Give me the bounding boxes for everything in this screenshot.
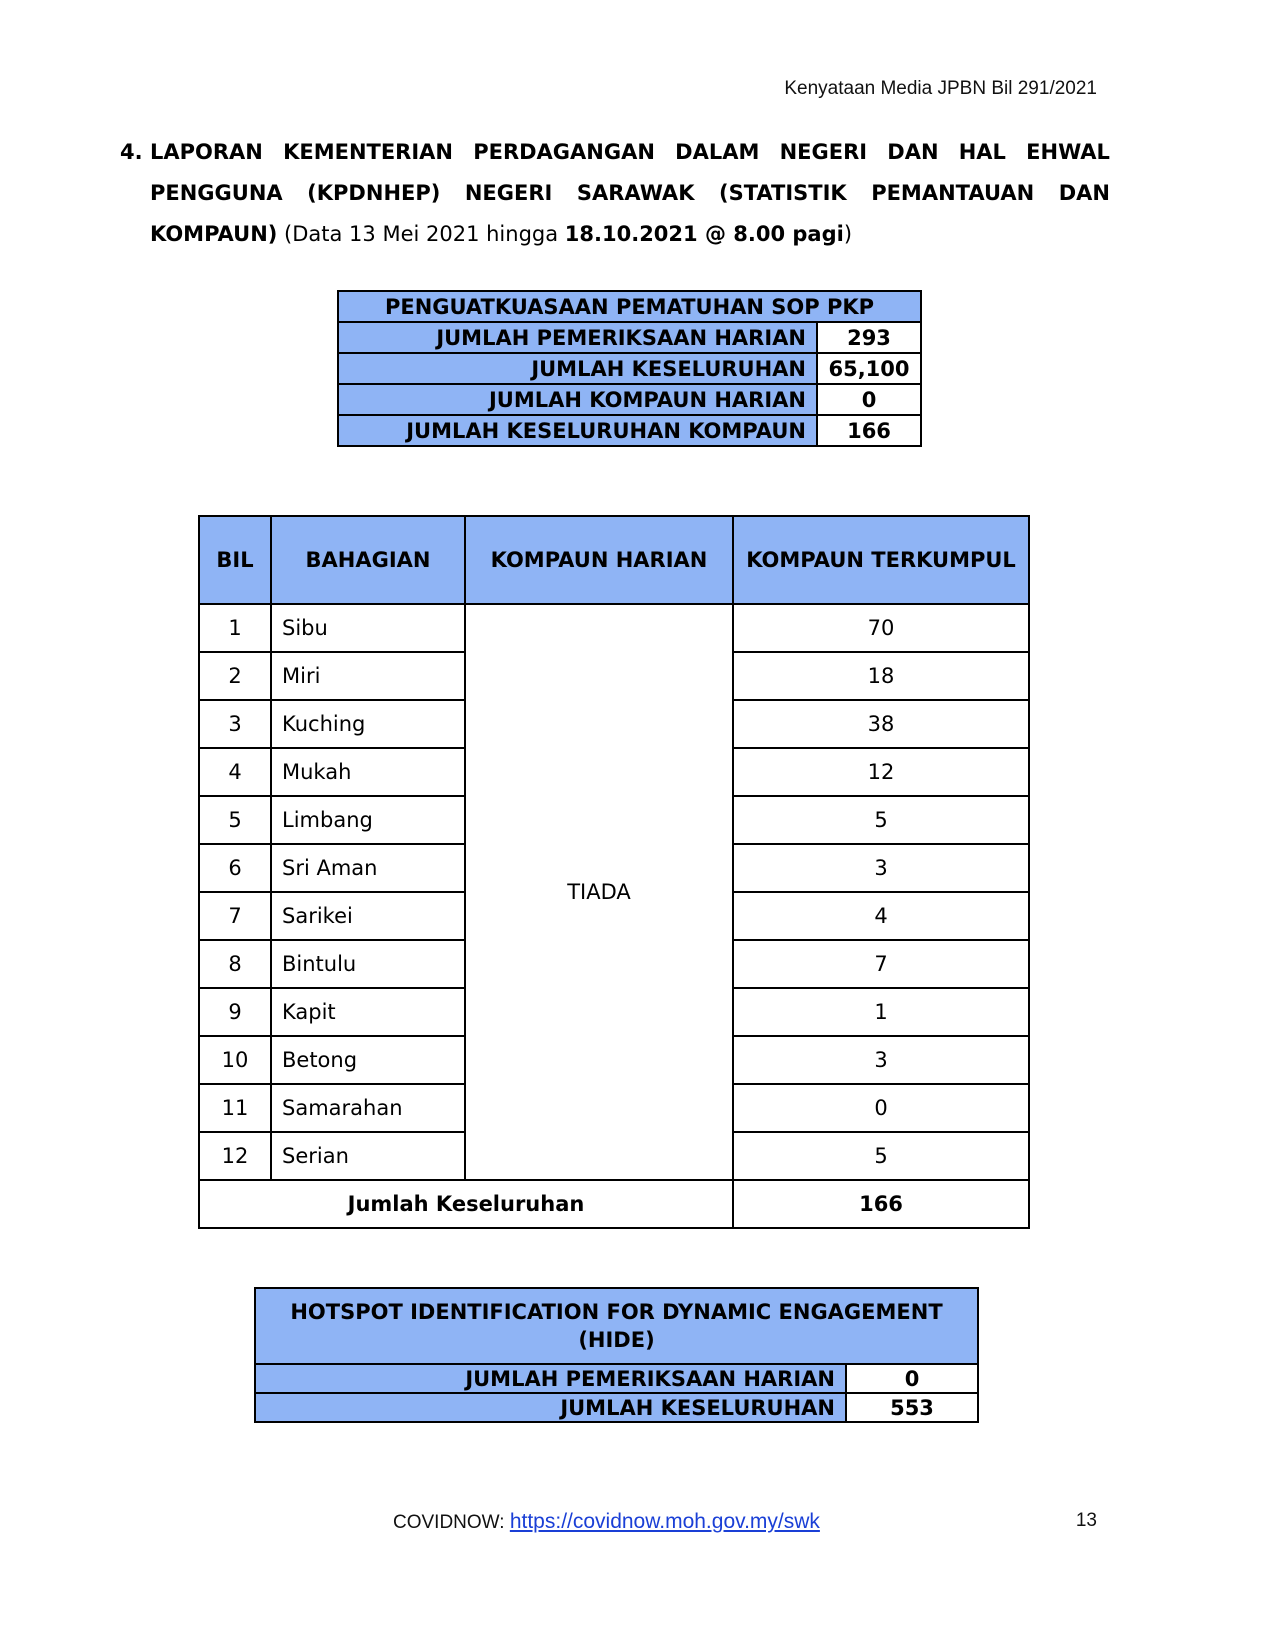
cell-bil: 6	[199, 844, 271, 892]
summary-row	[338, 415, 921, 446]
cell-terkumpul: 5	[733, 796, 1029, 844]
heading-word: LAPORAN	[150, 140, 263, 164]
heading-word: DAN	[887, 140, 939, 164]
cell-kompaun-harian-merged: TIADA	[465, 604, 733, 1180]
total-label: Jumlah Keseluruhan	[199, 1180, 733, 1228]
cell-bahagian: Serian	[271, 1132, 465, 1180]
summary-label: JUMLAH PEMERIKSAAN HARIAN	[338, 322, 817, 353]
cell-bahagian: Samarahan	[271, 1084, 465, 1132]
summary-row	[338, 322, 921, 353]
heading-word: EHWAL	[1026, 140, 1110, 164]
heading-line-3	[120, 214, 1110, 255]
heading-word: PEMANTAUAN	[871, 181, 1035, 205]
cell-bahagian: Sibu	[271, 604, 465, 652]
heading-word: SARAWAK	[576, 181, 695, 205]
total-value: 166	[733, 1180, 1029, 1228]
heading-word: PENGGUNA	[150, 181, 283, 205]
cell-terkumpul: 0	[733, 1084, 1029, 1132]
heading-word: (STATISTIK	[718, 181, 847, 205]
heading-word: DALAM	[675, 140, 760, 164]
cell-terkumpul: 18	[733, 652, 1029, 700]
summary-value: 65,100	[817, 353, 921, 384]
summary-value: 0	[817, 384, 921, 415]
cell-terkumpul: 38	[733, 700, 1029, 748]
covidnow-link[interactable]: https://covidnow.moh.gov.my/swk	[509, 1510, 820, 1533]
heading-bold: KOMPAUN)	[150, 222, 278, 246]
cell-terkumpul: 12	[733, 748, 1029, 796]
page-number: 13	[1075, 1510, 1097, 1531]
heading-word: NEGERI	[779, 140, 868, 164]
cell-bil: 2	[199, 652, 271, 700]
cell-bil: 12	[199, 1132, 271, 1180]
cell-terkumpul: 70	[733, 604, 1029, 652]
cell-bahagian: Limbang	[271, 796, 465, 844]
cell-bahagian: Kapit	[271, 988, 465, 1036]
footer-prefix: COVIDNOW:	[393, 1512, 510, 1533]
summary-row	[338, 353, 921, 384]
cell-bil: 10	[199, 1036, 271, 1084]
heading-word: DAN	[1058, 181, 1110, 205]
column-header-bahagian: BAHAGIAN	[271, 516, 465, 604]
heading-word: (KPDNHEP)	[307, 181, 441, 205]
summary-label: JUMLAH KESELURUHAN	[338, 353, 817, 384]
table-row	[199, 604, 1029, 652]
heading-word: KEMENTERIAN	[283, 140, 453, 164]
cell-bil: 7	[199, 892, 271, 940]
cell-bahagian: Sri Aman	[271, 844, 465, 892]
heading-line-1	[120, 132, 1110, 173]
summary-label: JUMLAH KOMPAUN HARIAN	[338, 384, 817, 415]
sop-enforcement-summary-table	[337, 290, 922, 447]
document-reference: Kenyataan Media JPBN Bil 291/2021	[784, 78, 1097, 99]
hide-title: HOTSPOT IDENTIFICATION FOR DYNAMIC ENGAGEMENT (HIDE)	[255, 1288, 978, 1364]
summary-row	[338, 384, 921, 415]
column-header-kompaun-terkumpul: KOMPAUN TERKUMPUL	[733, 516, 1029, 604]
summary-value: 553	[846, 1393, 978, 1422]
summary-value: 166	[817, 415, 921, 446]
cell-bil: 5	[199, 796, 271, 844]
cell-bil: 9	[199, 988, 271, 1036]
cell-bahagian: Kuching	[271, 700, 465, 748]
heading-word: NEGERI	[464, 181, 553, 205]
cell-bil: 11	[199, 1084, 271, 1132]
footer	[393, 1510, 820, 1534]
summary-value: 293	[817, 322, 921, 353]
summary-row	[255, 1364, 978, 1393]
cell-terkumpul: 3	[733, 1036, 1029, 1084]
cell-bahagian: Betong	[271, 1036, 465, 1084]
column-header-kompaun-harian: KOMPAUN HARIAN	[465, 516, 733, 604]
cell-bahagian: Mukah	[271, 748, 465, 796]
cell-terkumpul: 3	[733, 844, 1029, 892]
summary-label: JUMLAH KESELURUHAN KOMPAUN	[338, 415, 817, 446]
cell-terkumpul: 5	[733, 1132, 1029, 1180]
cell-bil: 1	[199, 604, 271, 652]
section-number: 4.	[120, 140, 143, 164]
cell-bahagian: Bintulu	[271, 940, 465, 988]
hide-summary-table	[254, 1287, 979, 1423]
compound-by-division-table	[198, 515, 1030, 1229]
cell-bahagian: Sarikei	[271, 892, 465, 940]
table-total-row	[199, 1180, 1029, 1228]
heading-close-paren: )	[843, 222, 853, 246]
heading-line-2	[120, 173, 1110, 214]
heading-date-range: (Data 13 Mei 2021 hingga	[277, 222, 565, 246]
cell-terkumpul: 4	[733, 892, 1029, 940]
heading-cutoff: 18.10.2021 @ 8.00 pagi	[564, 222, 844, 246]
cell-bahagian: Miri	[271, 652, 465, 700]
summary-row	[255, 1393, 978, 1422]
cell-bil: 3	[199, 700, 271, 748]
cell-terkumpul: 1	[733, 988, 1029, 1036]
section-heading	[120, 132, 1110, 255]
summary-title: PENGUATKUASAAN PEMATUHAN SOP PKP	[338, 291, 921, 322]
heading-word: HAL	[958, 140, 1006, 164]
heading-word: PERDAGANGAN	[473, 140, 655, 164]
column-header-bil: BIL	[199, 516, 271, 604]
cell-bil: 4	[199, 748, 271, 796]
summary-value: 0	[846, 1364, 978, 1393]
cell-bil: 8	[199, 940, 271, 988]
cell-terkumpul: 7	[733, 940, 1029, 988]
table-header-row	[199, 516, 1029, 604]
summary-label: JUMLAH PEMERIKSAAN HARIAN	[255, 1364, 846, 1393]
summary-label: JUMLAH KESELURUHAN	[255, 1393, 846, 1422]
